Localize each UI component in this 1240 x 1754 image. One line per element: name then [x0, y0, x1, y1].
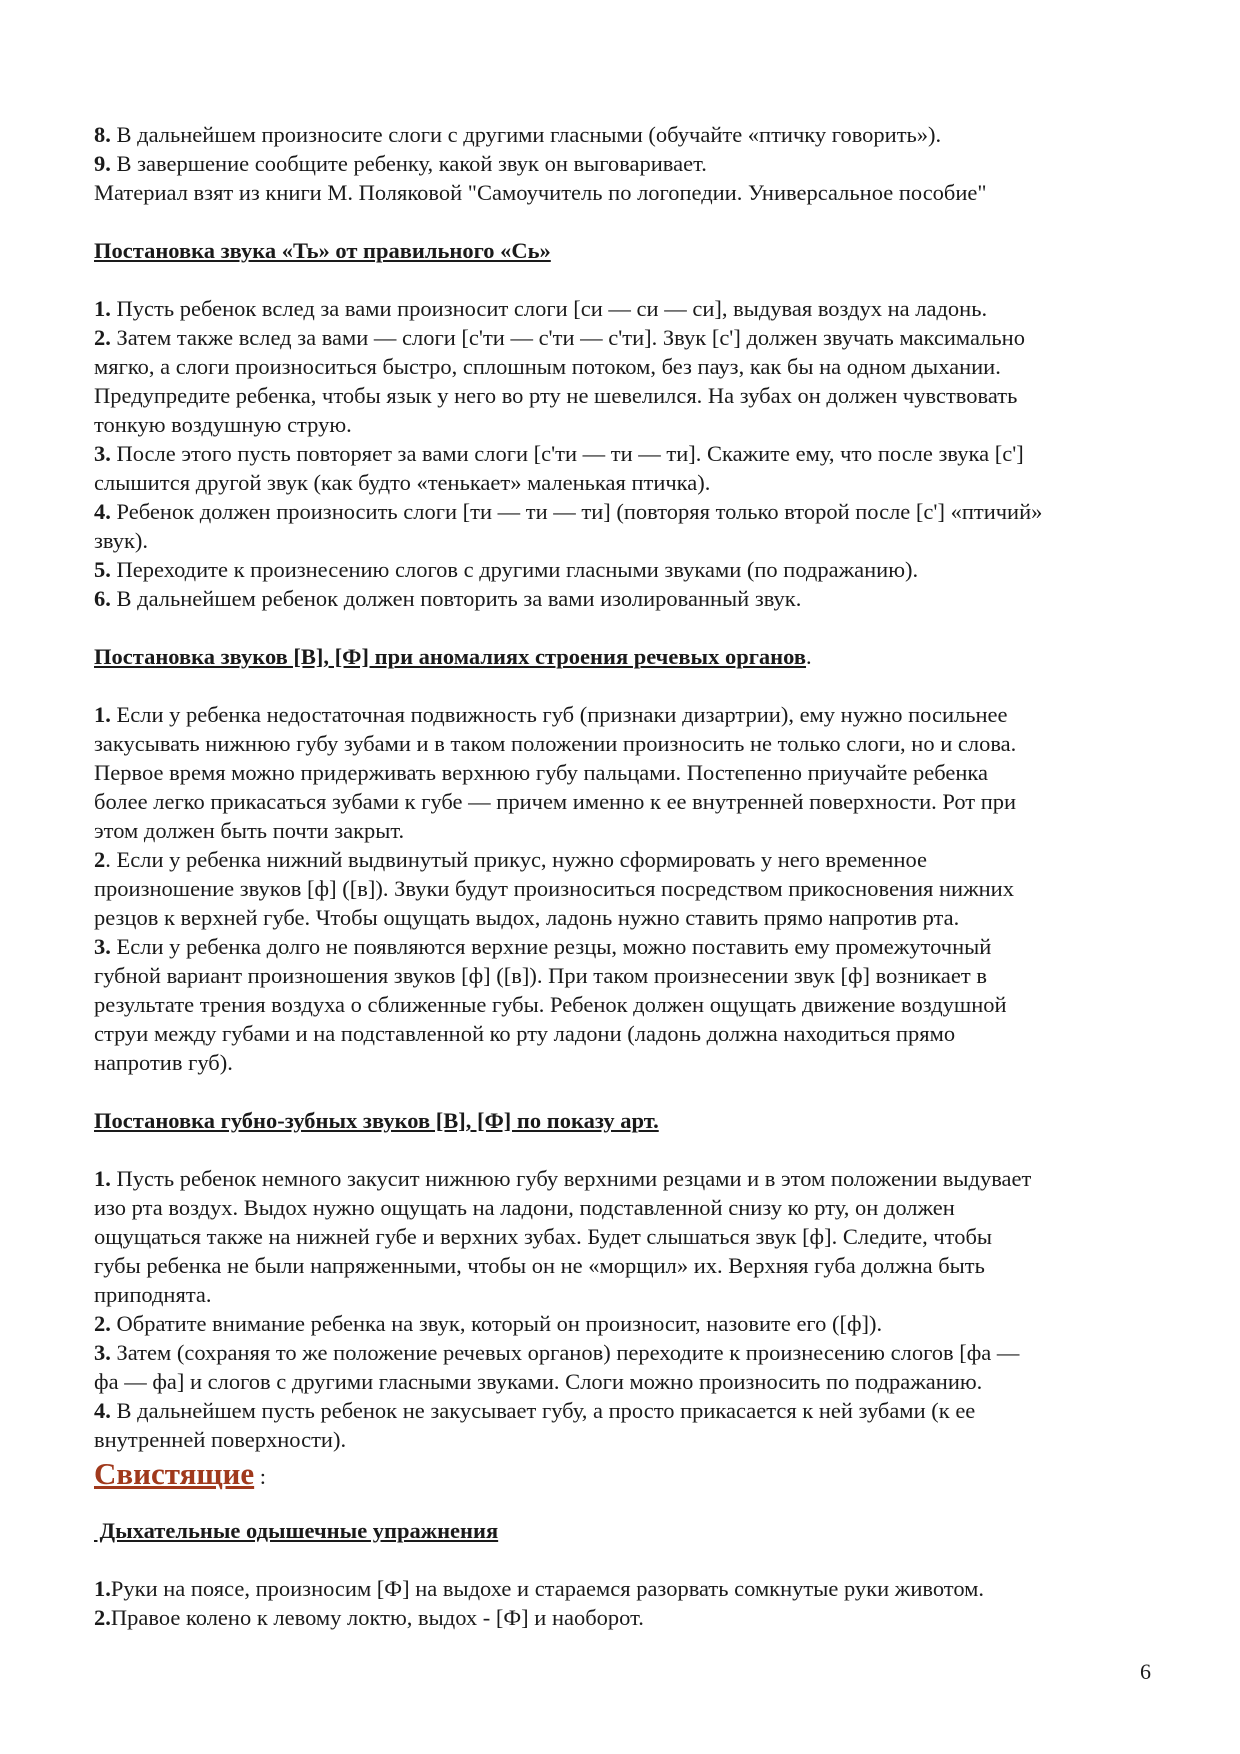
heading-suffix: .: [806, 644, 812, 669]
text-line: [94, 381, 1174, 410]
item-number: 1.: [94, 296, 111, 321]
section-title-suffix: :: [254, 1464, 267, 1489]
line-text: приподнята.: [94, 1282, 212, 1307]
spacer: [94, 265, 1174, 294]
item-number: 1.: [94, 702, 111, 727]
text-line: [94, 1164, 1174, 1193]
line-text: губы ребенка не были напряженными, чтобы он не «морщил» их. Верхняя губа должна быть: [94, 1253, 985, 1278]
item-text: В завершение сообщите ребенку, какой звук он выговаривает.: [110, 151, 707, 176]
text-line: [94, 1338, 1174, 1367]
item-number: 2.: [94, 325, 111, 350]
document-page: [94, 120, 1174, 1632]
line-text: более легко прикасаться зубами к губе — причем именно к ее внутренней поверхности. Рот при: [94, 789, 1017, 814]
section-heading-line-anomalies: [94, 642, 1174, 671]
line-text: Правое колено к левому локтю, выдох - [Ф] и наоборот.: [110, 1605, 644, 1630]
section-title-whistling: Свистящие: [94, 1456, 255, 1491]
item-number: 3.: [94, 1340, 111, 1365]
text-line: [94, 845, 1174, 874]
line-text: Затем (сохраняя то же положение речевых органов) переходите к произнесению слогов [фа —: [110, 1340, 1020, 1365]
spacer: [94, 1135, 1174, 1164]
text-line: [94, 1048, 1174, 1077]
spacer: [94, 1494, 1174, 1516]
line-text: Пусть ребенок немного закусит нижнюю губу верхними резцами и в этом положении выдувает: [110, 1166, 1032, 1191]
section-title-line: [94, 1454, 1174, 1494]
item-number: 9.: [94, 151, 111, 176]
text-line: [94, 1603, 1174, 1632]
line-text: Переходите к произнесению слогов с другими гласными звуками (по подражанию).: [110, 557, 919, 582]
text-line: [94, 1396, 1174, 1425]
section-body-breathing: [94, 1574, 1174, 1632]
item-text: В дальнейшем произносите слоги с другими гласными (обучайте «птичку говорить»).: [110, 122, 942, 147]
section-heading-labiodental: Постановка губно-зубных звуков [В], [Ф] по показу арт.: [94, 1108, 659, 1133]
line-text: результате трения воздуха о сближенные губы. Ребенок должен ощущать движение воздушной: [94, 992, 1007, 1017]
item-number: 4.: [94, 1398, 111, 1423]
spacer: [94, 1545, 1174, 1574]
spacer: [94, 613, 1174, 642]
section-heading-anomalies: Постановка звуков [В], [Ф] при аномалиях строения речевых органов: [94, 644, 806, 669]
spacer: [94, 1077, 1174, 1106]
source-note: Материал взят из книги М. Поляковой "Самоучитель по логопедии. Универсальное пособие": [94, 180, 987, 205]
intro-item-8: [94, 120, 1174, 149]
line-text: резцов к верхней губе. Чтобы ощущать выдох, ладонь нужно ставить прямо напротив рта.: [94, 905, 960, 930]
line-text: тонкую воздушную струю.: [94, 412, 352, 437]
section-body-anomalies: [94, 700, 1174, 1077]
text-line: [94, 990, 1174, 1019]
text-line: [94, 555, 1174, 584]
line-text: звук).: [94, 528, 149, 553]
text-line: [94, 410, 1174, 439]
text-line: [94, 1309, 1174, 1338]
line-text: этом должен быть почти закрыт.: [94, 818, 405, 843]
text-line: [94, 468, 1174, 497]
text-line: [94, 1367, 1174, 1396]
text-line: [94, 787, 1174, 816]
line-text: В дальнейшем пусть ребенок не закусывает губу, а просто прикасается к ней зубами (к ее: [110, 1398, 976, 1423]
text-line: [94, 874, 1174, 903]
text-line: [94, 1019, 1174, 1048]
text-line: [94, 932, 1174, 961]
text-line: [94, 1574, 1174, 1603]
item-number: 2.: [94, 1605, 111, 1630]
text-line: [94, 497, 1174, 526]
text-line: [94, 1222, 1174, 1251]
line-text: губной вариант произношения звуков [ф] ([в]). При таком произнесении звук [ф] возникает в: [94, 963, 987, 988]
text-line: [94, 294, 1174, 323]
text-line: [94, 816, 1174, 845]
text-line: [94, 352, 1174, 381]
spacer: [94, 671, 1174, 700]
line-text: напротив губ).: [94, 1050, 233, 1075]
text-line: [94, 1193, 1174, 1222]
section-heading-t-from-s: Постановка звука «Ть» от правильного «Сь»: [94, 238, 551, 263]
intro-item-9: [94, 149, 1174, 178]
section-heading-breathing: Дыхательные одышечные упражнения: [94, 1518, 499, 1543]
line-text: внутренней поверхности).: [94, 1427, 347, 1452]
line-text: ощущаться также на нижней губе и верхних зубах. Будет слышаться звук [ф]. Следите, чтобы: [94, 1224, 993, 1249]
item-number: 2.: [94, 1311, 111, 1336]
item-number: 3.: [94, 934, 111, 959]
text-line: [94, 584, 1174, 613]
line-text: Ребенок должен произносить слоги [ти — ти — ти] (повторяя только второй после [с'] «птичий»: [110, 499, 1043, 524]
text-line: [94, 758, 1174, 787]
text-line: [94, 729, 1174, 758]
line-text: закусывать нижнюю губу зубами и в таком положении произносить не только слоги, но и слова.: [94, 731, 1017, 756]
line-text: В дальнейшем ребенок должен повторить за вами изолированный звук.: [110, 586, 802, 611]
line-text: После этого пусть повторяет за вами слоги [с'ти — ти — ти]. Скажите ему, что после звука [с']: [110, 441, 1024, 466]
line-text: Первое время можно придерживать верхнюю губу пальцами. Постепенно приучайте ребенка: [94, 760, 989, 785]
line-text: слышится другой звук (как будто «тенькает» маленькая птичка).: [94, 470, 711, 495]
text-line: [94, 526, 1174, 555]
line-text: Обратите внимание ребенка на звук, который он произносит, назовите его ([ф]).: [110, 1311, 883, 1336]
item-number: 5.: [94, 557, 111, 582]
line-text: . Если у ребенка нижний выдвинутый прикус, нужно сформировать у него временное: [105, 847, 927, 872]
line-text: мягко, а слоги произноситься быстро, сплошным потоком, без пауз, как бы на одном дыхании.: [94, 354, 1001, 379]
line-text: произношение звуков [ф] ([в]). Звуки будут произноситься посредством прикосновения нижних: [94, 876, 1014, 901]
line-text: струи между губами и на подставленной ко рту ладони (ладонь должна находиться прямо: [94, 1021, 956, 1046]
item-number: 3.: [94, 441, 111, 466]
line-text: Если у ребенка недостаточная подвижность губ (признаки дизартрии), ему нужно посильнее: [110, 702, 1008, 727]
text-line: [94, 700, 1174, 729]
line-text: Затем также вслед за вами — слоги [с'ти — с'ти — с'ти]. Звук [с'] должен звучать максимально: [110, 325, 1025, 350]
page-number: 6: [1140, 1659, 1151, 1684]
line-text: Руки на поясе, произносим [Ф] на выдохе и стараемся разорвать сомкнутые руки животом.: [110, 1576, 985, 1601]
text-line: [94, 1280, 1174, 1309]
text-line: [94, 439, 1174, 468]
line-text: изо рта воздух. Выдох нужно ощущать на ладони, подставленной снизу ко рту, он должен: [94, 1195, 955, 1220]
line-text: Пусть ребенок вслед за вами произносит слоги [си — си — си], выдувая воздух на ладонь.: [110, 296, 988, 321]
line-text: Если у ребенка долго не появляются верхние резцы, можно поставить ему промежуточный: [110, 934, 992, 959]
section-body-t-from-s: [94, 294, 1174, 613]
text-line: [94, 1425, 1174, 1454]
line-text: фа — фа] и слогов с другими гласными звуками. Слоги можно произносить по подражанию.: [94, 1369, 983, 1394]
item-number: 4.: [94, 499, 111, 524]
text-line: [94, 903, 1174, 932]
item-number: 6.: [94, 586, 111, 611]
item-number: 1.: [94, 1166, 111, 1191]
text-line: [94, 323, 1174, 352]
line-text: Предупредите ребенка, чтобы язык у него во рту не шевелился. На зубах он должен чувствовать: [94, 383, 1018, 408]
section-body-labiodental: [94, 1164, 1174, 1454]
item-number: 8.: [94, 122, 111, 147]
item-number: 1.: [94, 1576, 111, 1601]
text-line: [94, 1251, 1174, 1280]
item-number: 2: [94, 847, 106, 872]
text-line: [94, 961, 1174, 990]
spacer: [94, 207, 1174, 236]
